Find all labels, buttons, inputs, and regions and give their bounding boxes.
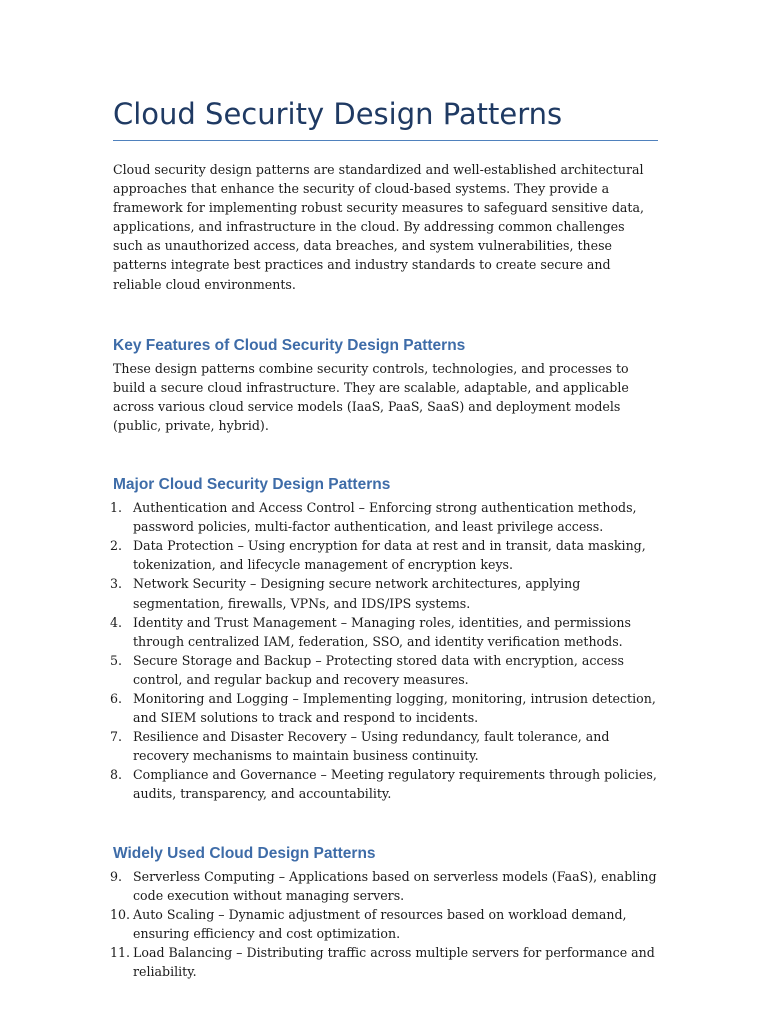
list-item (110, 689, 658, 727)
widely-used-patterns-list (110, 867, 658, 982)
list-item-text: Auto Scaling – Dynamic adjustment of resources based on workload demand, ensuring efficiency and cost optimization. (133, 906, 627, 941)
list-item-text: Resilience and Disaster Recovery – Using redundancy, fault tolerance, and recovery mechanisms to maintain business continuity. (133, 729, 610, 764)
list-item-number: 7. (110, 729, 123, 745)
list-item-number: 9. (110, 868, 123, 884)
list-item-number: 5. (110, 652, 123, 668)
section-heading-key-features: Key Features of Cloud Security Design Patterns (113, 336, 466, 354)
list-item-text: Identity and Trust Management – Managing roles, identities, and permissions through centralized IAM, federation, SSO, and identity verification methods. (133, 614, 631, 649)
list-item (110, 574, 658, 612)
list-item-number: 3. (110, 576, 123, 592)
list-item-number: 4. (110, 614, 123, 630)
page-title: Cloud Security Design Patterns (113, 95, 658, 141)
key-features-paragraph: These design patterns combine security controls, technologies, and processes to build a secure cloud infrastructure. They are scalable, adaptable, and applicable across various cloud service models (IaaS, PaaS, SaaS) and deployment models (public, private, hybrid). (113, 360, 629, 433)
list-item-number: 6. (110, 690, 123, 706)
list-item-number: 11. (110, 944, 131, 960)
document-page (110, 95, 658, 981)
list-item-number: 2. (110, 538, 123, 554)
intro-paragraph: Cloud security design patterns are standardized and well-established architectural approaches that enhance the security of cloud-based systems. They provide a framework for implementing robust security measures to safeguard sensitive data, applications, and infrastructure in the cloud. By addressing common challenges such as unauthorized access, data breaches, and system vulnerabilities, these patterns integrate best practices and industry standards to create secure and reliable cloud environments. (113, 162, 644, 292)
list-item-number: 10. (110, 906, 131, 922)
list-item-text: Secure Storage and Backup – Protecting stored data with encryption, access control, and regular backup and recovery measures. (133, 652, 624, 687)
list-item-text: Network Security – Designing secure network architectures, applying segmentation, firewalls, VPNs, and IDS/IPS systems. (133, 576, 581, 611)
list-item (110, 498, 658, 536)
list-item (110, 765, 658, 803)
list-item (110, 727, 658, 765)
list-item-text: Data Protection – Using encryption for data at rest and in transit, data masking, tokenization, and lifecycle management of encryption keys. (133, 538, 646, 573)
list-item-text: Monitoring and Logging – Implementing logging, monitoring, intrusion detection, and SIEM solutions to track and respond to incidents. (133, 690, 656, 726)
section-heading-widely-used-patterns: Widely Used Cloud Design Patterns (113, 844, 376, 862)
list-item (110, 867, 658, 905)
list-item-text: Serverless Computing – Applications based on serverless models (FaaS), enabling code execution without managing servers. (133, 868, 657, 903)
major-patterns-list (110, 498, 658, 804)
list-item-number: 8. (110, 767, 123, 783)
list-item-text: Load Balancing – Distributing traffic across multiple servers for performance and reliability. (133, 944, 655, 979)
list-item (110, 536, 658, 574)
list-item-text: Authentication and Access Control – Enforcing strong authentication methods, password policies, multi-factor authentication, and least privilege access. (133, 500, 637, 535)
list-item (110, 613, 658, 651)
list-item (110, 651, 658, 689)
list-item-text: Compliance and Governance – Meeting regulatory requirements through policies, audits, transparency, and accountability. (133, 767, 657, 802)
list-item (110, 943, 658, 981)
list-item (110, 905, 658, 943)
list-item-number: 1. (110, 500, 123, 516)
section-heading-major-patterns: Major Cloud Security Design Patterns (113, 476, 391, 494)
